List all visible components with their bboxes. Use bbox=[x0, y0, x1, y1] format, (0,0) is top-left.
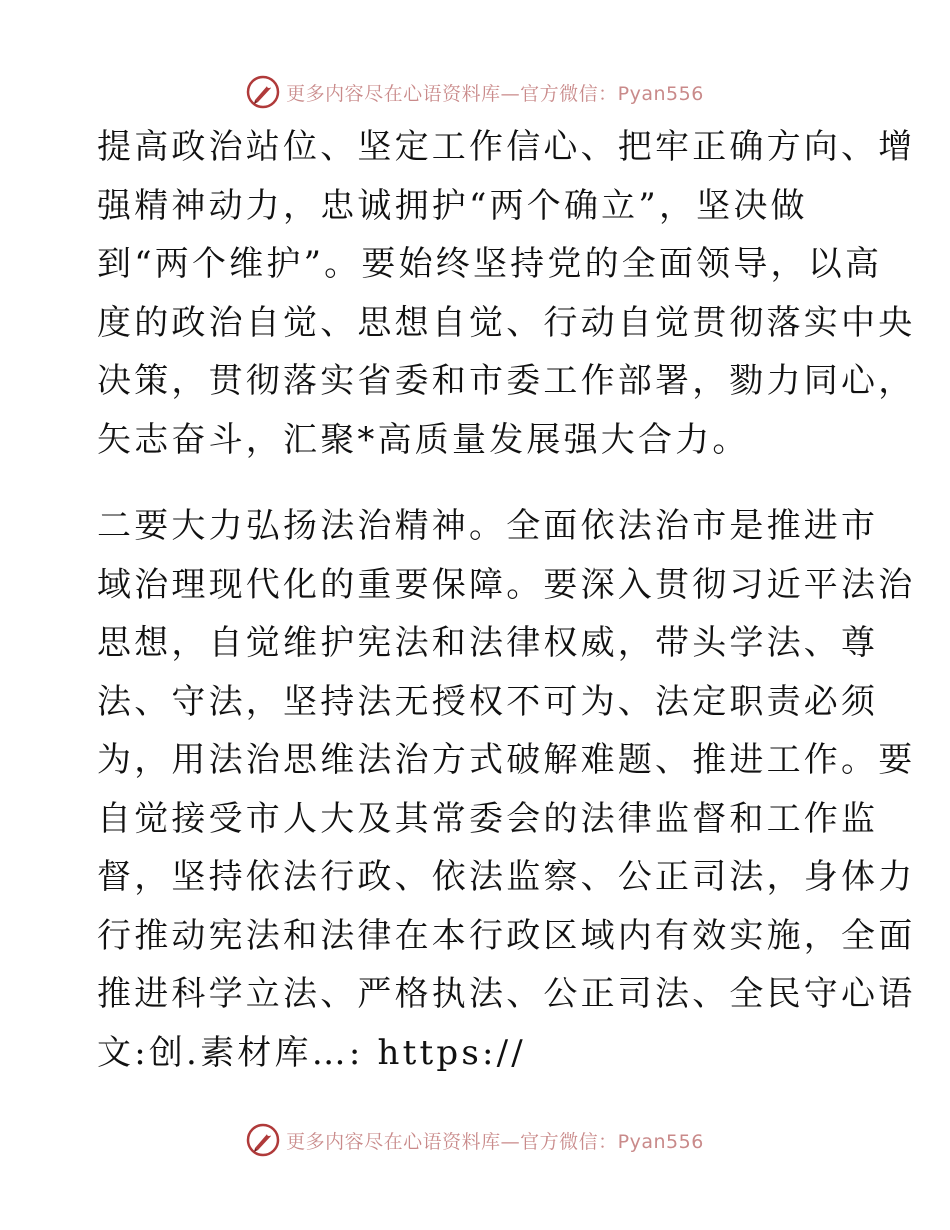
header-watermark bbox=[0, 72, 950, 112]
text-line: 到“两个维护”。要始终坚持党的全面领导，以高 bbox=[97, 244, 883, 284]
header-watermark-id: Pyan556 bbox=[617, 82, 704, 105]
pen-logo-icon bbox=[246, 75, 280, 109]
text-line: 矢志奋斗，汇聚*高质量发展强大合力。 bbox=[97, 419, 750, 460]
text-line: 度的政治自觉、思想自觉、行动自觉贯彻落实中央 bbox=[97, 302, 916, 343]
document-body bbox=[97, 118, 916, 1082]
text-line: 自觉接受市人大及其常委会的法律监督和工作监 bbox=[97, 798, 879, 839]
pen-logo-icon bbox=[246, 1123, 280, 1157]
text-line: 督，坚持依法行政、依法监察、公正司法，身体力 bbox=[97, 857, 916, 897]
text-line: 强精神动力，忠诚拥护“两个确立”，坚决做 bbox=[97, 185, 808, 226]
text-line: 提高政治站位、坚定工作信心、把牢正确方向、增 bbox=[97, 127, 916, 167]
text-line: 法、守法，坚持法无授权不可为、法定职责必须 bbox=[97, 681, 879, 722]
text-line: 推进科学立法、严格执法、公正司法、全民守心语 bbox=[97, 974, 916, 1014]
text-line: 思想，自觉维护宪法和法律权威，带头学法、尊 bbox=[97, 623, 879, 663]
text-line: 域治理现代化的重要保障。要深入贯彻习近平法治 bbox=[97, 564, 916, 605]
paragraph-2 bbox=[97, 497, 916, 1082]
footer-watermark bbox=[0, 1120, 950, 1160]
text-line: 文:创.素材库…: https:// bbox=[97, 1032, 526, 1073]
paragraph-1 bbox=[97, 118, 916, 469]
text-line: 二要大力弘扬法治精神。全面依法治市是推进市 bbox=[97, 506, 879, 546]
text-line: 为，用法治思维法治方式破解难题、推进工作。要 bbox=[97, 740, 916, 780]
header-watermark-text: 更多内容尽在心语资料库—官方微信：Pyan556 bbox=[286, 82, 704, 105]
text-line: 行推动宪法和法律在本行政区域内有效实施，全面 bbox=[97, 915, 916, 956]
paragraph-gap bbox=[97, 469, 867, 497]
text-line: 决策，贯彻落实省委和市委工作部署，勠力同心， bbox=[97, 361, 916, 401]
footer-watermark-id: Pyan556 bbox=[617, 1130, 704, 1153]
footer-watermark-text: 更多内容尽在心语资料库—官方微信：Pyan556 bbox=[286, 1130, 704, 1153]
